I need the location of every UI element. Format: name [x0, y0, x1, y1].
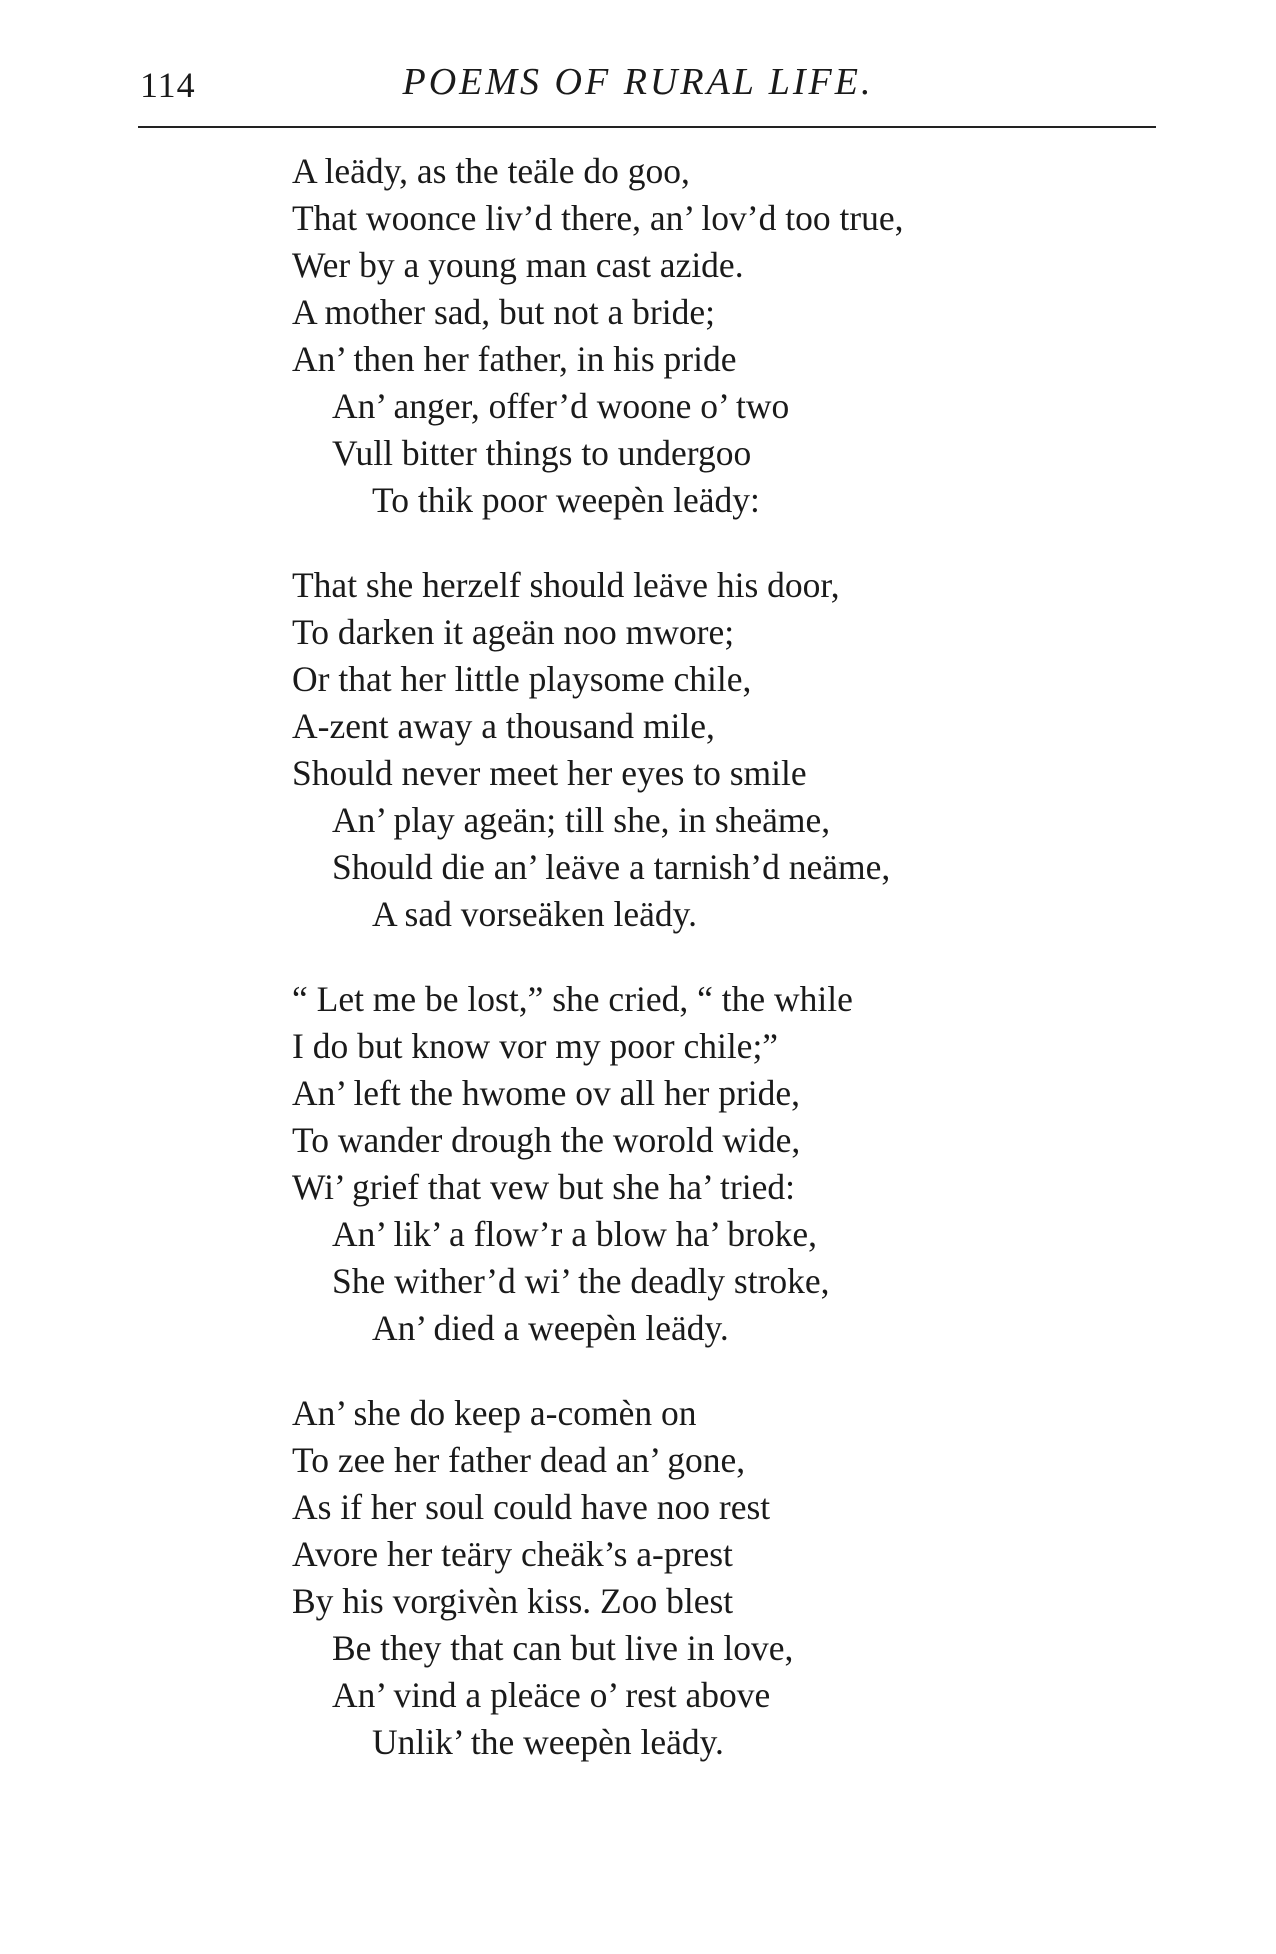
poem-line: To thik poor weepèn leädy: — [372, 480, 760, 520]
poem-line: Or that her little playsome chile, — [292, 659, 752, 699]
poem-line: Be they that can but live in love, — [332, 1628, 794, 1668]
poem-line: As if her soul could have noo rest — [292, 1487, 771, 1527]
stanza — [292, 1390, 904, 1766]
poem-line: A leädy, as the teäle do goo, — [292, 151, 690, 191]
poem-line: A mother sad, but not a bride; — [292, 292, 715, 332]
poem-line: An’ anger, offer’d woone o’ two — [332, 386, 790, 426]
poem-line: An’ play ageän; till she, in sheäme, — [332, 800, 831, 840]
poem-line: Unlik’ the weepèn leädy. — [372, 1722, 724, 1762]
stanza — [292, 148, 904, 524]
poem-line: I do but know vor my poor chile;” — [292, 1026, 779, 1066]
running-title: POEMS OF RURAL LIFE. — [402, 61, 874, 103]
poem-line: A sad vorseäken leädy. — [372, 894, 697, 934]
stanza — [292, 976, 904, 1352]
poem-line: To zee her father dead an’ gone, — [292, 1440, 746, 1480]
poem-line: An’ vind a pleäce o’ rest above — [332, 1675, 771, 1715]
poem-line: Vull bitter things to undergoo — [332, 433, 752, 473]
poem-line: An’ she do keep a-comèn on — [292, 1393, 697, 1433]
header-rule — [138, 126, 1156, 128]
poem-line: Avore her teäry cheäk’s a-prest — [292, 1534, 733, 1574]
poem-line: That woonce liv’d there, an’ lov’d too true, — [292, 198, 904, 238]
poem-body — [292, 148, 904, 1804]
poem-line: A-zent away a thousand mile, — [292, 706, 715, 746]
poem-line: Wi’ grief that vew but she ha’ tried: — [292, 1167, 795, 1207]
stanza — [292, 562, 904, 938]
poem-line: An’ then her father, in his pride — [292, 339, 737, 379]
poem-line: An’ left the hwome ov all her pride, — [292, 1073, 801, 1113]
poem-line: Wer by a young man cast azide. — [292, 245, 744, 285]
poem-line: Should die an’ leäve a tarnish’d neäme, — [332, 847, 891, 887]
poem-line: An’ lik’ a flow’r a blow ha’ broke, — [332, 1214, 817, 1254]
poem-line: That she herzelf should leäve his door, — [292, 565, 840, 605]
poem-line: By his vorgivèn kiss. Zoo blest — [292, 1581, 734, 1621]
poem-line: An’ died a weepèn leädy. — [372, 1308, 729, 1348]
poem-line: To darken it ageän noo mwore; — [292, 612, 735, 652]
poem-line: Should never meet her eyes to smile — [292, 753, 807, 793]
poem-line: She wither’d wi’ the deadly stroke, — [332, 1261, 830, 1301]
poem-line: To wander drough the worold wide, — [292, 1120, 801, 1160]
page-number: 114 — [140, 65, 196, 105]
poem-line: “ Let me be lost,” she cried, “ the while — [292, 979, 853, 1019]
